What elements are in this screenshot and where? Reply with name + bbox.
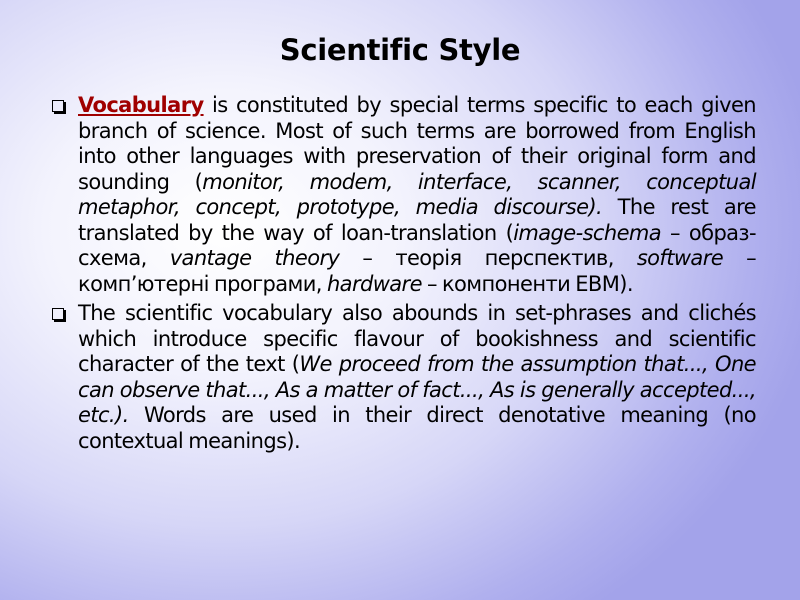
checkbox-bullet-icon — [52, 100, 64, 112]
slide-title: Scientific Style — [279, 33, 521, 67]
translation-text: – образ-схема, — [78, 220, 756, 270]
example-term: vantage theory — [169, 246, 340, 270]
bullet-set-phrases — [50, 301, 756, 454]
bullet-vocabulary — [50, 93, 756, 297]
translation-text: – компоненти ЕВМ). — [421, 271, 633, 296]
translation-text: – комп’ютерні програми, — [78, 246, 756, 296]
bullet-list — [50, 93, 756, 458]
example-term: hardware — [326, 271, 422, 296]
bullet-text: The rest are translated by the way of loan-translation ( — [78, 195, 756, 245]
translation-text: – теорія перспектив, — [339, 246, 637, 270]
example-terms: monitor, modem, interface, scanner, conceptual metaphor, concept, prototype, media discourse). — [78, 169, 756, 219]
bullet-text: Words are used in their direct denotative meaning (no contextual meanings). — [78, 403, 756, 453]
bullet-text: is constituted by special terms specific to each given branch of science. Most of such terms are borrowed from English into other languages with preservation of their original form and sounding ( — [78, 93, 756, 194]
term-vocabulary: Vocabulary — [78, 93, 204, 117]
example-term: software — [636, 246, 724, 270]
checkbox-bullet-icon — [52, 308, 64, 320]
example-phrases: We proceed from the assumption that..., One can observe that..., As a matter of fact..., As is generally accepted..., etc.). — [78, 352, 756, 427]
bullet-text: The scientific vocabulary also abounds in set-phrases and clichés which introduce specific flavour of bookishness and scientific character of the text ( — [78, 301, 756, 376]
example-term: image-schema — [513, 220, 662, 245]
